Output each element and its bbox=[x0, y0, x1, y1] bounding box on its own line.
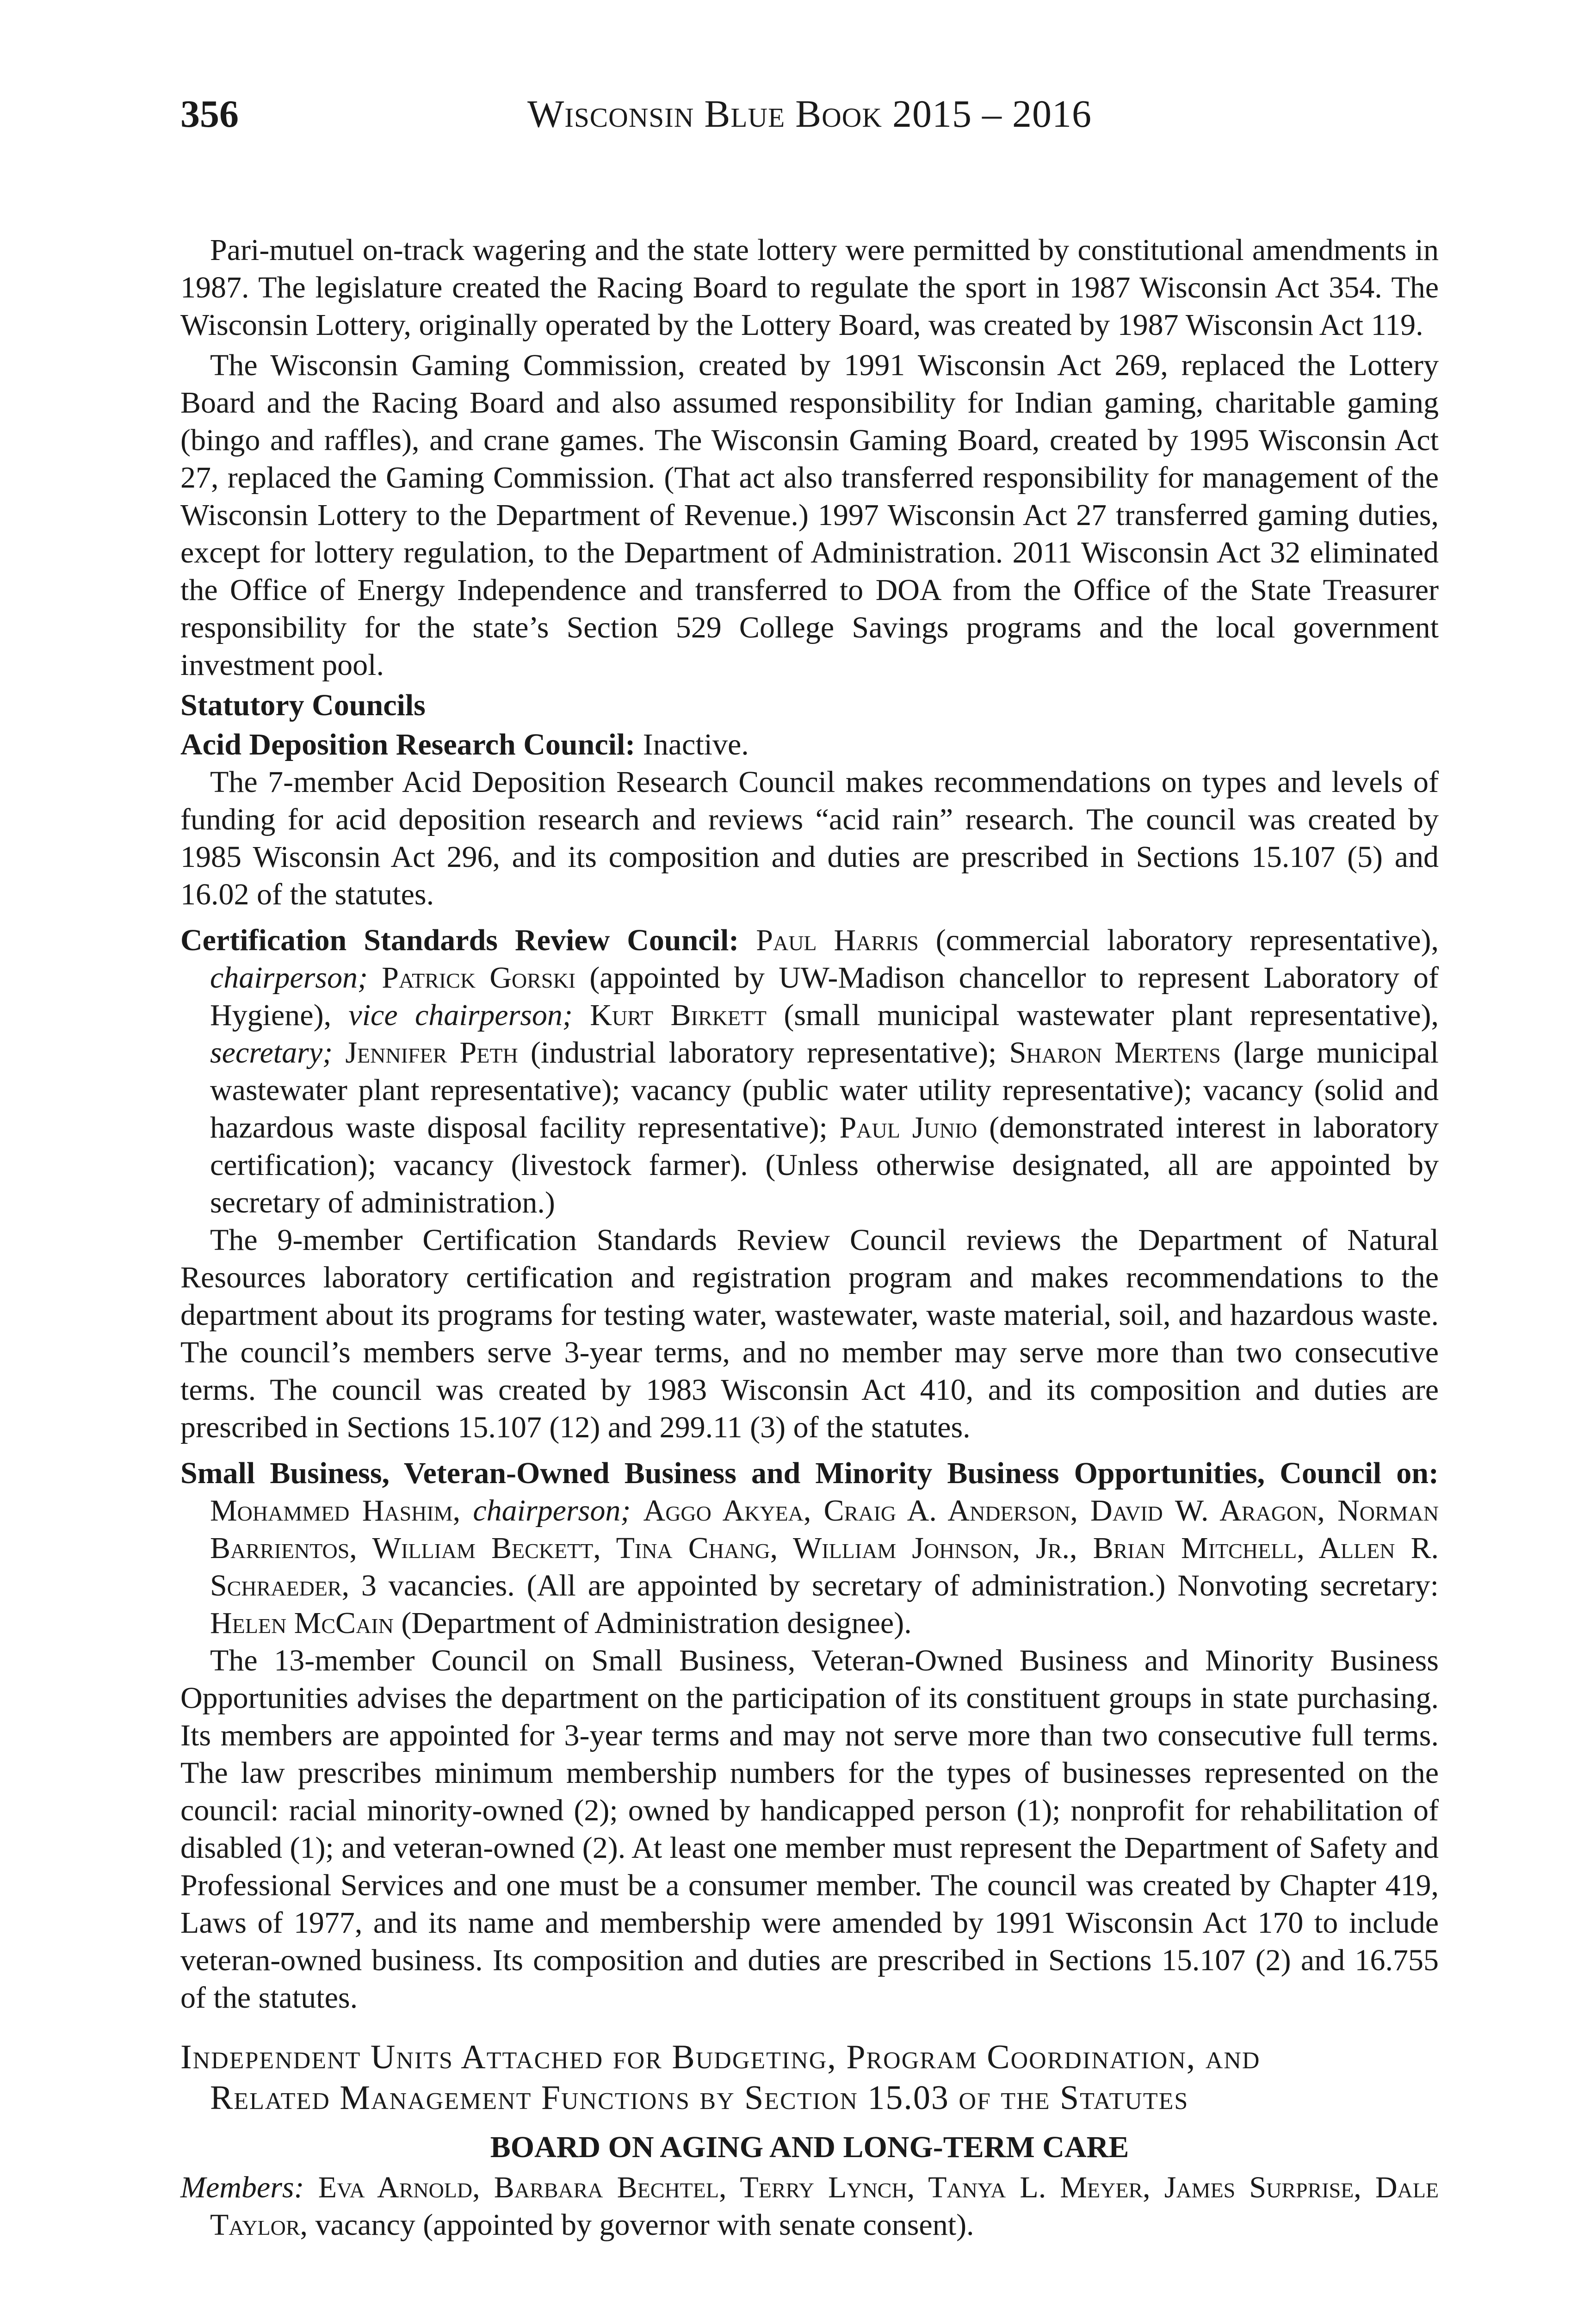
council-description-acid-deposition: The 7-member Acid Deposition Research Council makes recommendations on types and levels of funding for acid deposition research and reviews “acid rain” research. The council was created by 1985 Wisconsin Act 296, and its composition and duties are prescribed in Sections 15.107 (5) and 16.02 of the statutes. bbox=[180, 765, 1439, 911]
members-label: Members: bbox=[180, 2171, 304, 2204]
council-entry-acid-deposition bbox=[180, 726, 1439, 763]
member-name: Helen McCain bbox=[210, 1606, 394, 1640]
member-role-text: (Department of Administration designee). bbox=[393, 1606, 912, 1640]
member-list: Eva Arnold, Barbara Bechtel, Terry Lynch, Tanya L. Meyer, James Surprise, Dale Taylor bbox=[210, 2171, 1439, 2242]
member-name: Paul Junio bbox=[839, 1111, 977, 1144]
member-title: chairperson; bbox=[210, 961, 368, 995]
member-name: Patrick Gorski bbox=[382, 961, 576, 995]
member-role-text: (appointed by UW-Madison chancellor to represent Laboratory of Hygiene), bbox=[210, 961, 1439, 1032]
heading-line-1: Independent Units Attached for Budgeting, Program Coordination, and bbox=[180, 2038, 1261, 2076]
member-title: secretary; bbox=[210, 1036, 333, 1070]
council-name: Acid Deposition Research Council: bbox=[180, 728, 636, 761]
member-role-text: (demonstrated interest in laboratory certification); vacancy (livestock farmer). (Unless otherwise designated, all are appointed by secretary of administration.) bbox=[210, 1111, 1439, 1219]
member-name: Paul Harris bbox=[756, 923, 919, 957]
board-heading-aging: BOARD ON AGING AND LONG-TERM CARE bbox=[490, 2130, 1129, 2164]
intro-paragraph-2: The Wisconsin Gaming Commission, created by 1991 Wisconsin Act 269, replaced the Lottery Board and the Racing Board and also assumed responsibility for Indian gaming, charitable gaming (bingo and raffles), and crane games. The Wisconsin Gaming Board, created by 1995 Wisconsin Act 27, replaced the Gaming Commission. (That act also transferred responsibility for management of the Wisconsin Lottery to the Department of Revenue.) 1997 Wisconsin Act 27 transferred gaming duties, except for lottery regulation, to the Department of Administration. 2011 Wisconsin Act 32 eliminated the Office of Energy Independence and transferred to DOA from the Office of the State Treasurer responsibility for the state’s Section 529 College Savings programs and the local government investment pool. bbox=[180, 348, 1439, 682]
page-number: 356 bbox=[180, 93, 239, 136]
section-heading-independent-units bbox=[180, 2037, 1439, 2118]
board-members-aging bbox=[180, 2169, 1439, 2244]
council-description-certification-standards: The 9-member Certification Standards Review Council reviews the Department of Natural Resources laboratory certification and registration program and makes recommendations to the department about its programs for testing water, wastewater, waste material, soil, and hazardous waste. The council’s members serve 3-year terms, and no member may serve more than two consecutive terms. The council was created by 1983 Wisconsin Act 410, and its composition and duties are prescribed in Sections 15.107 (12) and 299.11 (3) of the statutes. bbox=[180, 1223, 1439, 1444]
members-tail-text: , vacancy (appointed by governor with senate consent). bbox=[300, 2208, 974, 2242]
members-tail-text: , 3 vacancies. (All are appointed by secretary of administration.) Nonvoting secretary: bbox=[341, 1569, 1439, 1602]
council-name: Small Business, Veteran-Owned Business and Minority Business Opportunities, Council on: bbox=[180, 1456, 1439, 1490]
council-entry-certification-standards bbox=[180, 921, 1439, 1221]
member-name: Mohammed Hashim bbox=[210, 1494, 453, 1528]
member-title: vice chairperson; bbox=[348, 998, 573, 1032]
running-title: Wisconsin Blue Book 2015 – 2016 bbox=[527, 93, 1092, 136]
member-name: Jennifer Peth bbox=[345, 1036, 518, 1070]
intro-paragraph-1: Pari-mutuel on-track wagering and the state lottery were permitted by constitutional amendments in 1987. The legislature created the Racing Board to regulate the sport in 1987 Wisconsin Act 354. The Wisconsin Lottery, originally operated by the Lottery Board, was created by 1987 Wisconsin Act 119. bbox=[180, 233, 1439, 342]
council-status: Inactive. bbox=[635, 728, 749, 761]
member-name: Kurt Birkett bbox=[590, 998, 767, 1032]
council-description-small-business: The 13-member Council on Small Business, Veteran-Owned Business and Minority Business Opportunities advises the department on the participation of its constituent groups in state purchasing. Its members are appointed for 3-year terms and may not serve more than two consecutive full terms. The law prescribes minimum membership numbers for the types of businesses represented on the council: racial minority-owned (2); owned by handicapped person (1); nonprofit for rehabilitation of disabled (1); and veteran-owned (2). At least one member must represent the Department of Safety and Professional Services and one must be a consumer member. The council was created by Chapter 419, Laws of 1977, and its name and membership were amended by 1991 Wisconsin Act 170 to include veteran-owned business. Its composition and duties are prescribed in Sections 15.107 (2) and 16.755 of the statutes. bbox=[180, 1644, 1439, 2015]
member-role-text: (small municipal wastewater plant representative), bbox=[767, 998, 1439, 1032]
page-header bbox=[180, 95, 1439, 150]
section-heading-statutory-councils: Statutory Councils bbox=[180, 688, 426, 722]
member-role-text: (industrial laboratory representative); bbox=[518, 1036, 1009, 1070]
council-name: Certification Standards Review Council: bbox=[180, 923, 739, 957]
member-name: Sharon Mertens bbox=[1009, 1036, 1221, 1070]
council-entry-small-business: Small Business, Veteran-Owned Business and Minority Business Opportunities, Council on: Mohammed Hashim, chairperson; Aggo Akyea, Craig A. Anderson, David W. Aragon, Norman Barrientos, William Beckett, Tina Chang, William Johnson, Jr., Brian Mitchell, Allen R. Schraeder, 3 vacancies. (All are appointed by secretary of administration.) Nonvoting secretary: Helen McCain (Department of Administration designee). bbox=[180, 1456, 1439, 1640]
member-title: chairperson; bbox=[473, 1494, 631, 1528]
member-role-text: (commercial laboratory representative), bbox=[918, 923, 1439, 957]
page-body bbox=[180, 231, 1439, 2244]
heading-line-2: Related Management Functions by Section 15.03 of the Statutes bbox=[210, 2079, 1189, 2117]
member-list: Aggo Akyea, Craig A. Anderson, David W. Aragon, Norman Barrientos, William Beckett, Tina Chang, William Johnson, Jr., Brian Mitchell, Allen R. Schraeder bbox=[210, 1494, 1439, 1602]
member-role-text: (large municipal wastewater plant representative); vacancy (public water utility representative); vacancy (solid and hazardous waste disposal facility representative); bbox=[210, 1036, 1439, 1144]
